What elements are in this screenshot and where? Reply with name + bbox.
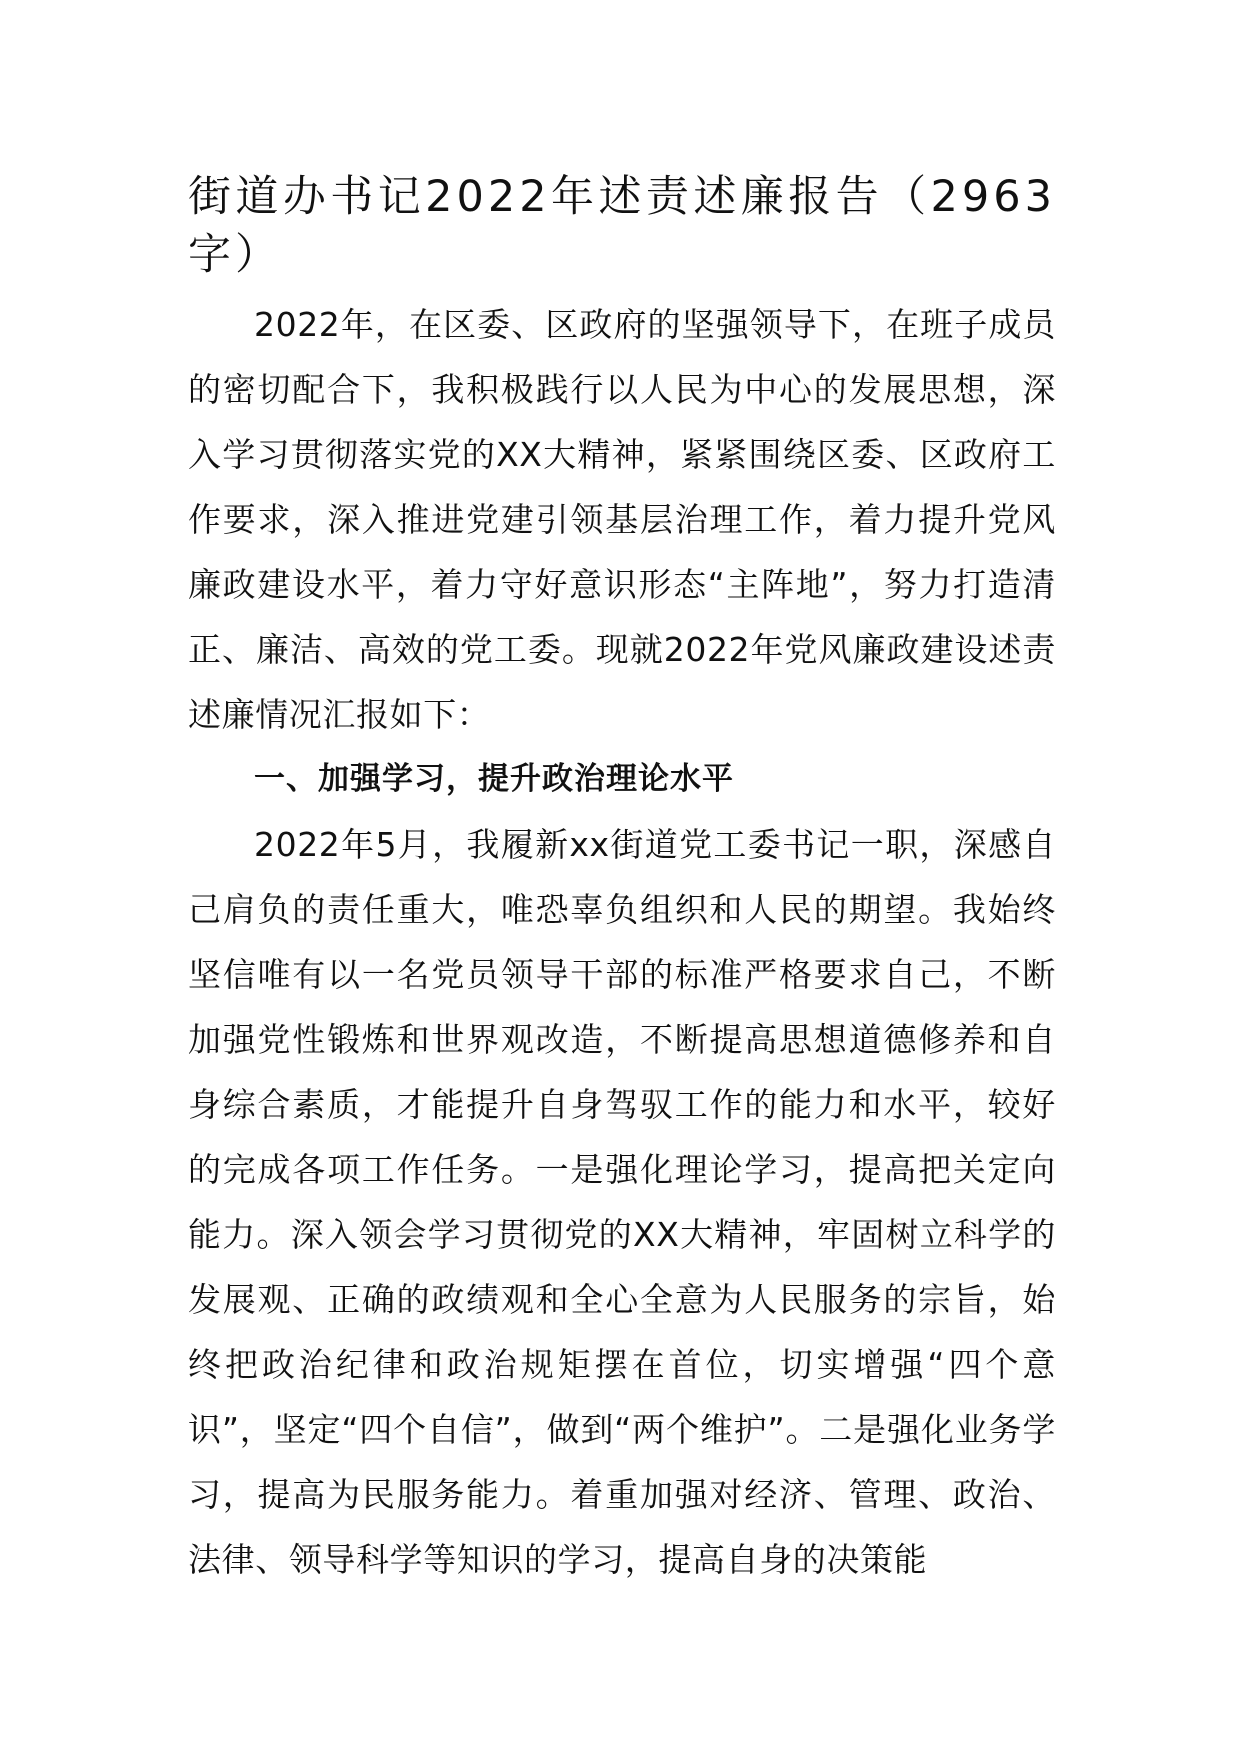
document-page <box>188 168 1056 1592</box>
section-heading: 一、加强学习，提升政治理论水平 <box>254 761 734 797</box>
intro-paragraph: 2022年，在区委、区政府的坚强领导下，在班子成员的密切配合下，我积极践行以人民为中心的发展思想，深入学习贯彻落实党的XX大精神，紧紧围绕区委、区政府工作要求，深入推进党建引领基层治理工作，着力提升党风廉政建设水平，着力守好意识形态“主阵地”，努力打造清正、廉洁、高效的党工委。现就2022年党风廉政建设述责述廉情况汇报如下： <box>188 305 1056 734</box>
document-title: 街道办书记2022年述责述廉报告（2963字） <box>188 172 1056 280</box>
section-body-paragraph: 2022年5月，我履新xx街道党工委书记一职，深感自己肩负的责任重大，唯恐辜负组织和人民的期望。我始终坚信唯有以一名党员领导干部的标准严格要求自己，不断加强党性锻炼和世界观改造，不断提高思想道德修养和自身综合素质，才能提升自身驾驭工作的能力和水平，较好的完成各项工作任务。一是强化理论学习，提高把关定向能力。深入领会学习贯彻党的XX大精神，牢固树立科学的发展观、正确的政绩观和全心全意为人民服务的宗旨，始终把政治纪律和政治规矩摆在首位，切实增强“四个意识”，坚定“四个自信”，做到“两个维护”。二是强化业务学习，提高为民服务能力。着重加强对经济、管理、政治、法律、领导科学等知识的学习，提高自身的决策能 <box>188 825 1056 1579</box>
